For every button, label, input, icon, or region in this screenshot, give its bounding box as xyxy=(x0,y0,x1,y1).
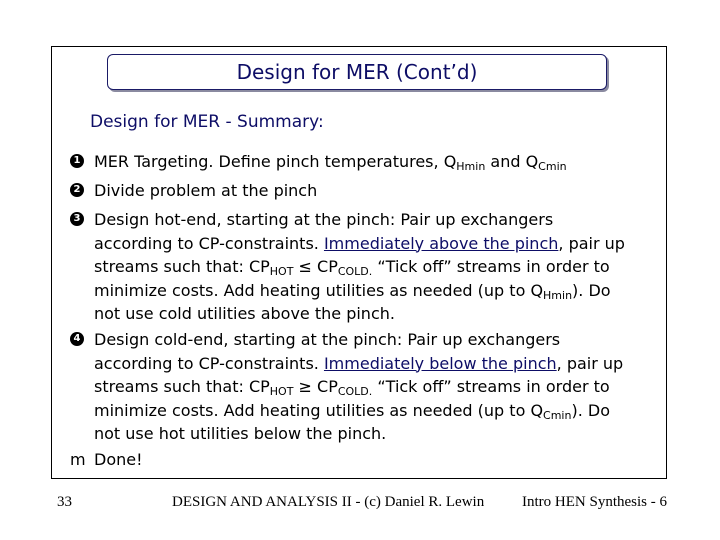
list-item-5 xyxy=(70,448,143,472)
item-4-line-1: Design cold-end, starting at the pinch: Pair up exchangers xyxy=(94,330,561,349)
numbered-bullet-1: 1 xyxy=(70,150,88,174)
item-3-line-4: minimize costs. Add heating utilities as needed (up to $Q_{Hmin}$). Do xyxy=(94,280,611,302)
footer-page-number: 33 xyxy=(57,494,72,510)
numbered-bullet-4: 4 xyxy=(70,328,88,352)
list-item-2 xyxy=(70,179,317,203)
item-3-line-1: Design hot-end, starting at the pinch: Pair up exchangers xyxy=(94,210,554,229)
numbered-bullet-3: 3 xyxy=(70,208,88,232)
footer-course-credit: DESIGN AND ANALYSIS II - (c) Daniel R. Lewin xyxy=(172,494,485,510)
item-4-line-5: not use hot utilities below the pinch. xyxy=(94,424,387,443)
item-4-line-2: according to CP-constraints. Immediately below the pinch, pair up xyxy=(94,353,624,373)
immediately-below-pinch-emphasis: Immediately below the pinch xyxy=(323,353,557,373)
bullet-marker-5: m xyxy=(70,450,86,469)
item-5-line-1: Done! xyxy=(94,450,143,469)
item-3-line-3: streams such that: $CP_{HOT} \le CP_{COLD.}$ “Tick off” streams in order to xyxy=(94,257,610,278)
item-3-line-5: not use cold utilities above the pinch. xyxy=(94,304,395,323)
list-item-4 xyxy=(70,328,623,446)
item-2-line-1: Divide problem at the pinch xyxy=(94,181,318,200)
numbered-bullet-2: 2 xyxy=(70,179,88,203)
list-item-1 xyxy=(70,150,567,174)
item-3-line-2: according to CP-constraints. Immediately above the pinch, pair up xyxy=(94,233,625,253)
footer-section-label: Intro HEN Synthesis - 6 xyxy=(522,494,667,510)
immediately-above-pinch-emphasis: Immediately above the pinch xyxy=(323,233,559,253)
slide-title: Design for MER (Cont’d) xyxy=(107,54,607,90)
item-4-line-4: minimize costs. Add heating utilities as needed (up to $Q_{Cmin}$). Do xyxy=(94,400,610,422)
item-1-line-1: MER Targeting. Define pinch temperatures, $Q_{Hmin}$ and $Q_{Cmin}$ xyxy=(94,152,567,173)
item-4-line-3: streams such that: $CP_{HOT} \ge CP_{COLD.}$ “Tick off” streams in order to xyxy=(94,377,610,398)
section-subtitle: Design for MER - Summary: xyxy=(90,112,324,132)
list-item-3 xyxy=(70,208,625,326)
